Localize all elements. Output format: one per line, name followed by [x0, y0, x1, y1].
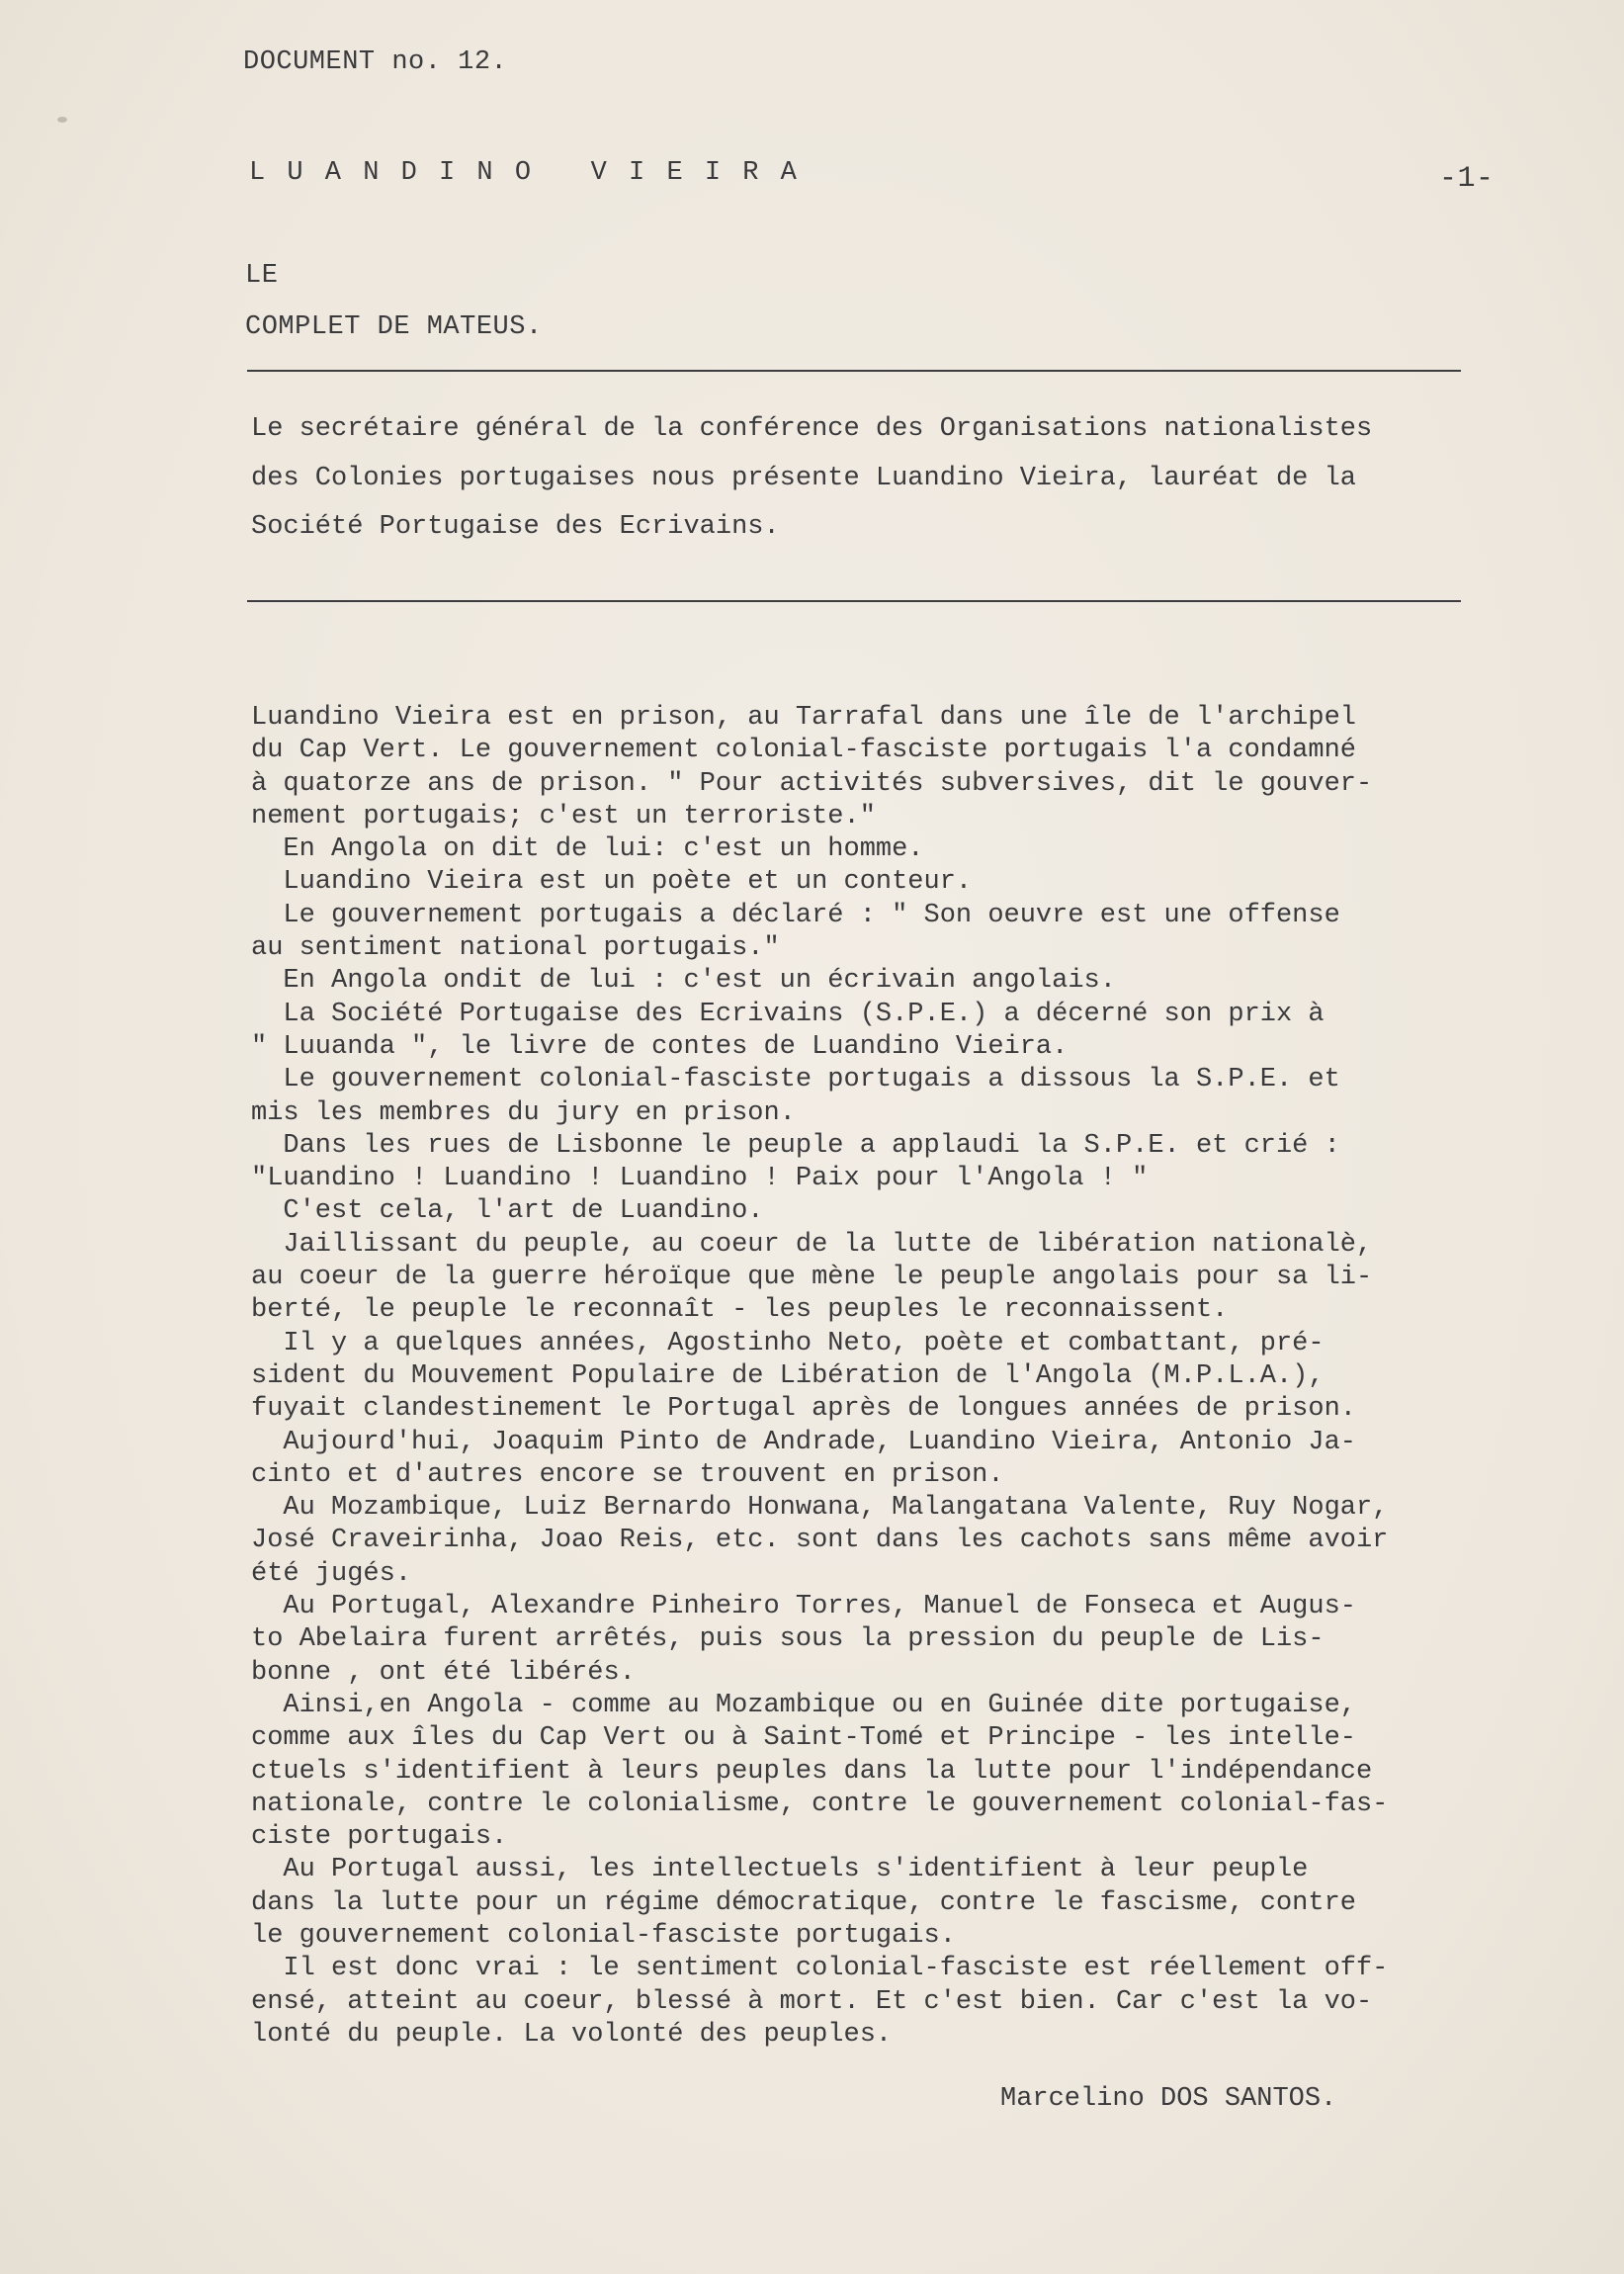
body-line: En Angola on dit de lui: c'est un homme.	[251, 834, 924, 865]
body-line: Dans les rues de Lisbonne le peuple a applaudi la S.P.E. et crié :	[251, 1130, 1340, 1161]
body-line: au coeur de la guerre héroïque que mène le peuple angolais pour sa li-	[251, 1263, 1373, 1293]
document-number: DOCUMENT no. 12.	[243, 47, 508, 77]
body-line: En Angola ondit de lui : c'est un écrivain angolais.	[251, 966, 1116, 997]
body-line: Aujourd'hui, Joaquim Pinto de Andrade, Luandino Vieira, Antonio Ja-	[251, 1427, 1356, 1457]
body-line: été jugés.	[251, 1558, 412, 1589]
author-name: L U A N D I N O V I E I R A	[249, 158, 800, 188]
body-line: Le gouvernement portugais a déclaré : " Son oeuvre est une offense	[251, 900, 1340, 930]
body-line: cinto et d'autres encore se trouvent en prison.	[251, 1459, 1004, 1490]
paper-speck	[57, 117, 67, 123]
divider-bottom	[247, 600, 1461, 602]
body-line: "Luandino ! Luandino ! Luandino ! Paix pour l'Angola ! "	[251, 1164, 1149, 1194]
body-line: nement portugais; c'est un terroriste."	[251, 801, 876, 831]
body-line: ciste portugais.	[251, 1822, 508, 1853]
body-line: La Société Portugaise des Ecrivains (S.P.E.) a décerné son prix à	[251, 999, 1325, 1029]
divider-top	[247, 370, 1461, 372]
body-line: to Abelaira furent arrêtés, puis sous la pression du peuple de Lis-	[251, 1624, 1325, 1655]
body-line: au sentiment national portugais."	[251, 933, 780, 964]
title-line-2: COMPLET DE MATEUS.	[245, 312, 543, 342]
body-line: Luandino Vieira est un poète et un conteur.	[251, 867, 973, 898]
intro-line: des Colonies portugaises nous présente Luandino Vieira, lauréat de la	[251, 463, 1356, 493]
body-line: Ainsi,en Angola - comme au Mozambique ou en Guinée dite portugaise,	[251, 1690, 1356, 1720]
intro-line: Le secrétaire général de la conférence des Organisations nationalistes	[251, 414, 1373, 444]
body-line: " Luuanda ", le livre de contes de Luandino Vieira.	[251, 1031, 1068, 1062]
body-line: Luandino Vieira est en prison, au Tarrafal dans une île de l'archipel	[251, 703, 1356, 733]
body-line: du Cap Vert. Le gouvernement colonial-fasciste portugais l'a condamné	[251, 736, 1356, 766]
body-line: bonne , ont été libérés.	[251, 1657, 636, 1688]
body-line: ensé, atteint au coeur, blessé à mort. Et c'est bien. Car c'est la vo-	[251, 1986, 1373, 2017]
body-line: José Craveirinha, Joao Reis, etc. sont dans les cachots sans même avoir	[251, 1526, 1389, 1556]
body-line: Le gouvernement colonial-fasciste portugais a dissous la S.P.E. et	[251, 1065, 1340, 1095]
title-line-1: LE	[245, 261, 279, 291]
signature: Marcelino DOS SANTOS.	[1000, 2084, 1337, 2114]
page-number: -1-	[1439, 162, 1495, 196]
body-line: Au Mozambique, Luiz Bernardo Honwana, Malangatana Valente, Ruy Nogar,	[251, 1493, 1389, 1524]
body-line: le gouvernement colonial-fasciste portugais.	[251, 1920, 956, 1951]
body-line: lonté du peuple. La volonté des peuples.	[251, 2019, 893, 2050]
body-line: sident du Mouvement Populaire de Libération de l'Angola (M.P.L.A.),	[251, 1360, 1325, 1391]
body-line: comme aux îles du Cap Vert ou à Saint-Tomé et Principe - les intelle-	[251, 1723, 1356, 1754]
body-text	[251, 702, 1536, 2052]
body-line: C'est cela, l'art de Luandino.	[251, 1196, 764, 1227]
body-line: Au Portugal aussi, les intellectuels s'identifient à leur peuple	[251, 1855, 1309, 1885]
body-line: nationale, contre le colonialisme, contre le gouvernement colonial-fas-	[251, 1789, 1389, 1819]
intro-line: Société Portugaise des Ecrivains.	[251, 512, 780, 542]
body-line: Au Portugal, Alexandre Pinheiro Torres, Manuel de Fonseca et Augus-	[251, 1592, 1356, 1622]
body-line: Il y a quelques années, Agostinho Neto, poète et combattant, pré-	[251, 1328, 1325, 1358]
body-line: à quatorze ans de prison. " Pour activités subversives, dit le gouver-	[251, 768, 1373, 799]
intro-paragraph	[251, 405, 1487, 553]
body-line: ctuels s'identifient à leurs peuples dans la lutte pour l'indépendance	[251, 1756, 1373, 1787]
body-line: berté, le peuple le reconnaît - les peuples le reconnaissent.	[251, 1295, 1229, 1326]
body-line: fuyait clandestinement le Portugal après de longues années de prison.	[251, 1394, 1356, 1425]
body-line: mis les membres du jury en prison.	[251, 1097, 796, 1128]
body-line: dans la lutte pour un régime démocratique, contre le fascisme, contre	[251, 1887, 1356, 1918]
body-line: Jaillissant du peuple, au coeur de la lutte de libération nationalè,	[251, 1229, 1373, 1260]
body-line: Il est donc vrai : le sentiment colonial-fasciste est réellement off-	[251, 1954, 1389, 1984]
